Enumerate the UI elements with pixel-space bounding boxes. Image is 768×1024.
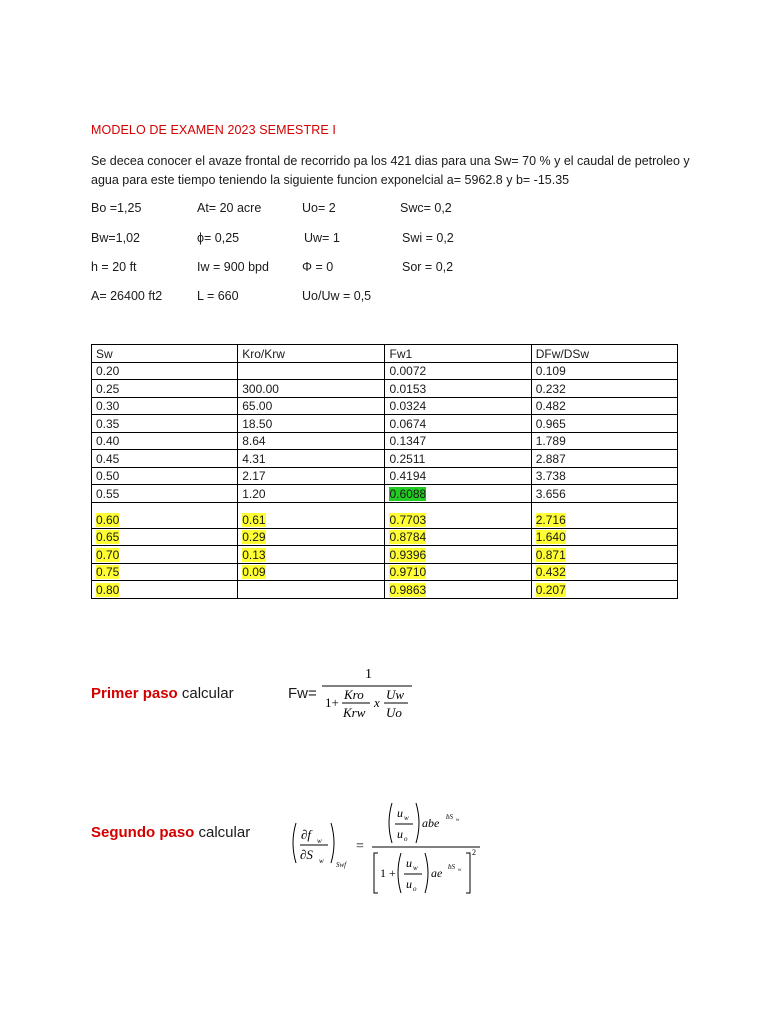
table-row	[92, 362, 678, 380]
cell-dfw-dsw: 0.482	[531, 397, 677, 415]
lhs-right-paren	[331, 823, 334, 863]
fw-krw: Krw	[343, 705, 366, 720]
fw-label: Fw=	[288, 685, 317, 702]
cell-kro-krw: 65.00	[238, 397, 385, 415]
header-dfw-dsw: DFw/DSw	[531, 345, 677, 363]
highlighted-value: 0.432	[535, 565, 566, 579]
fw-uo: Uo	[386, 705, 402, 720]
table-row	[92, 485, 678, 503]
den-uw-sub: w	[413, 864, 418, 872]
num-exponent: bS	[446, 813, 453, 821]
cell-fw1: 0.0153	[385, 380, 531, 398]
table-row	[92, 502, 678, 528]
num-abe: abe	[422, 816, 440, 830]
cell-sw	[92, 502, 238, 528]
cell-sw: 0.20	[92, 362, 238, 380]
table-row	[92, 546, 678, 564]
given-phi: ϕ= 0,25	[197, 231, 240, 245]
given-at: At= 20 acre	[197, 201, 262, 215]
cell-fw1	[385, 546, 531, 564]
cell-kro-krw	[238, 546, 385, 564]
header-fw1: Fw1	[385, 345, 531, 363]
cell-kro-krw: 8.64	[238, 432, 385, 450]
cell-dfw-dsw	[531, 581, 677, 599]
num-left-paren	[389, 803, 392, 843]
den-left-paren	[398, 853, 401, 893]
lhs-df: ∂f	[301, 827, 312, 842]
exam-title: MODELO DE EXAMEN 2023 SEMESTRE I	[91, 123, 336, 137]
highlighted-value: 0.29	[242, 530, 266, 544]
breakthrough-fw-highlight: 0.6088	[389, 486, 427, 501]
fw-numerator: 1	[365, 667, 372, 682]
cell-kro-krw: 18.50	[238, 415, 385, 433]
fw-kro: Kro	[344, 687, 364, 702]
den-square: 2	[472, 848, 476, 857]
dfw-dsw-equation	[288, 795, 488, 900]
cell-sw	[92, 546, 238, 564]
saturation-table	[91, 344, 678, 599]
given-iw: Iw = 900 bpd	[197, 260, 269, 274]
cell-fw1	[385, 581, 531, 599]
table-row	[92, 528, 678, 546]
cell-sw	[92, 528, 238, 546]
table-row	[92, 563, 678, 581]
cell-fw1: 0.0324	[385, 397, 531, 415]
cell-dfw-dsw	[531, 528, 677, 546]
cell-sw: 0.25	[92, 380, 238, 398]
cell-fw1	[385, 528, 531, 546]
highlighted-value: 1.640	[535, 530, 566, 544]
lhs-left-paren	[293, 823, 296, 863]
highlighted-value: 0.70	[96, 547, 120, 562]
den-uo-sub: o	[413, 885, 417, 893]
cell-fw1: 0.2511	[385, 450, 531, 468]
cell-sw: 0.35	[92, 415, 238, 433]
given-uw: Uw= 1	[304, 231, 340, 245]
highlighted-value: 0.207	[535, 582, 566, 597]
num-uo: u	[397, 827, 403, 841]
cell-sw: 0.45	[92, 450, 238, 468]
cell-fw1	[385, 563, 531, 581]
highlighted-value: 0.9863	[389, 582, 427, 597]
cell-dfw-dsw	[531, 502, 677, 528]
given-uo: Uo= 2	[302, 201, 336, 215]
given-swi: Swi = 0,2	[402, 231, 454, 245]
cell-dfw-dsw: 1.789	[531, 432, 677, 450]
cell-kro-krw	[238, 581, 385, 599]
cell-fw1: 0.0674	[385, 415, 531, 433]
cell-sw: 0.40	[92, 432, 238, 450]
highlighted-value: 0.8784	[389, 530, 427, 544]
cell-sw	[92, 581, 238, 599]
cell-dfw-dsw: 0.109	[531, 362, 677, 380]
cell-kro-krw	[238, 563, 385, 581]
step1-label-rest: calcular	[177, 685, 234, 702]
highlighted-value: 0.13	[242, 547, 266, 562]
table-row	[92, 415, 678, 433]
cell-sw	[92, 563, 238, 581]
den-exponent: bS	[448, 863, 455, 871]
fw-uw: Uw	[386, 687, 405, 702]
cell-fw1	[385, 502, 531, 528]
den-uo: u	[406, 877, 412, 891]
highlighted-value: 0.9396	[389, 547, 427, 562]
den-right-bracket	[466, 853, 470, 893]
given-uo-uw: Uo/Uw = 0,5	[302, 289, 372, 303]
given-area: A= 26400 ft2	[91, 289, 163, 303]
header-sw: Sw	[92, 345, 238, 363]
step2-label	[91, 824, 250, 841]
given-sor: Sor = 0,2	[402, 260, 454, 274]
highlighted-value: 0.65	[96, 530, 120, 544]
den-left-bracket	[374, 853, 378, 893]
highlighted-value: 0.7703	[389, 512, 427, 527]
cell-dfw-dsw	[531, 563, 677, 581]
lhs-ds: ∂S	[300, 847, 313, 862]
den-exponent-sub: w	[458, 868, 462, 873]
cell-kro-krw: 2.17	[238, 467, 385, 485]
given-length: L = 660	[197, 289, 239, 303]
cell-dfw-dsw: 3.738	[531, 467, 677, 485]
cell-kro-krw	[238, 528, 385, 546]
highlighted-value: 0.80	[96, 582, 120, 597]
highlighted-value: 0.61	[242, 512, 266, 527]
lhs-ds-sub: w	[319, 857, 324, 865]
cell-sw: 0.50	[92, 467, 238, 485]
fw-one-plus: 1+	[325, 695, 339, 710]
highlighted-value: 0.09	[242, 565, 266, 579]
num-uo-sub: o	[404, 835, 408, 843]
given-phi-upper: Φ = 0	[302, 260, 334, 274]
given-h: h = 20 ft	[91, 260, 137, 274]
cell-fw1: 0.1347	[385, 432, 531, 450]
den-right-paren	[425, 853, 428, 893]
den-ae: ae	[431, 866, 443, 880]
den-one-plus: 1 +	[380, 866, 396, 880]
num-exponent-sub: w	[456, 818, 460, 823]
cell-fw1: 0.0072	[385, 362, 531, 380]
table-row	[92, 467, 678, 485]
cell-sw: 0.30	[92, 397, 238, 415]
table-row	[92, 432, 678, 450]
cell-dfw-dsw: 3.656	[531, 485, 677, 503]
cell-dfw-dsw	[531, 546, 677, 564]
fw-times: x	[374, 695, 380, 710]
highlighted-value: 0.75	[96, 565, 120, 579]
num-right-paren	[416, 803, 419, 843]
header-kro-krw: Kro/Krw	[238, 345, 385, 363]
num-uw: u	[397, 806, 403, 820]
num-uw-sub: w	[404, 814, 409, 822]
den-uw: u	[406, 856, 412, 870]
given-swc: Swc= 0,2	[400, 201, 452, 215]
table-header-row	[92, 345, 678, 363]
cell-kro-krw: 1.20	[238, 485, 385, 503]
highlighted-value: 0.871	[535, 547, 566, 562]
cell-dfw-dsw: 0.965	[531, 415, 677, 433]
given-bo: Bo =1,25	[91, 201, 142, 215]
fw-equation	[320, 660, 420, 730]
highlighted-value: 2.716	[535, 512, 566, 527]
cell-kro-krw: 4.31	[238, 450, 385, 468]
highlighted-value: 0.9710	[389, 565, 427, 579]
cell-fw1: 0.4194	[385, 467, 531, 485]
table-row	[92, 450, 678, 468]
problem-statement: Se decea conocer el avaze frontal de recorrido pa los 421 dias para una Sw= 70 % y el caudal de petroleo y agua para este tiempo teniendo la siguiente funcion exponelcial a= 5962.8 y b= -15.35	[91, 154, 690, 187]
cell-kro-krw: 300.00	[238, 380, 385, 398]
cell-dfw-dsw: 2.887	[531, 450, 677, 468]
cell-kro-krw	[238, 362, 385, 380]
lhs-df-sub: w	[317, 837, 322, 845]
highlighted-value: 0.60	[96, 512, 120, 527]
equals-sign: =	[356, 839, 364, 854]
table-row	[92, 397, 678, 415]
cell-kro-krw	[238, 502, 385, 528]
cell-dfw-dsw: 0.232	[531, 380, 677, 398]
cell-fw1	[385, 485, 531, 503]
table-row	[92, 380, 678, 398]
given-bw: Bw=1,02	[91, 231, 140, 245]
step2-label-red: Segundo paso	[91, 824, 195, 841]
cell-sw: 0.55	[92, 485, 238, 503]
step1-label	[91, 685, 234, 702]
table-row	[92, 581, 678, 599]
step1-label-red: Primer paso	[91, 685, 178, 702]
step2-label-rest: calcular	[194, 824, 251, 841]
lhs-swf-sub: Swf	[336, 861, 347, 869]
